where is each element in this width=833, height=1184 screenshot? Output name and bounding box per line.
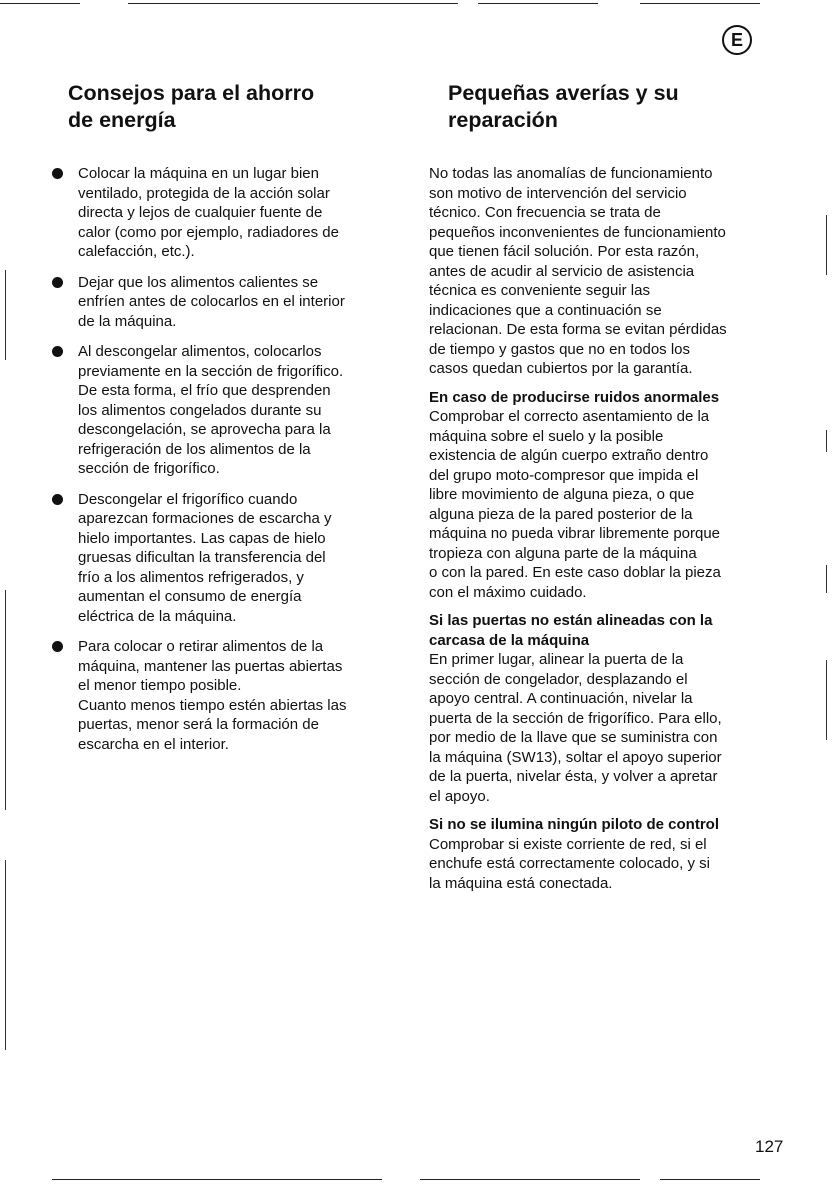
bullet-icon [52,494,63,505]
section-title: En caso de producirse ruidos anormales [429,388,720,406]
bullet-icon [52,641,63,652]
list-item [48,342,398,479]
troubleshooting-column [429,164,774,893]
right-edge-mark [826,430,827,452]
energy-saving-heading: Consejos para el ahorro de energía [68,81,315,132]
right-edge-mark [826,565,827,593]
section-body: Comprobar el correcto asentamiento de la máquina sobre el suelo y la posible existencia de algún cuerpo extraño dentro del grupo moto-compresor que impida el libre movimiento de alguna pieza, o que alguna pieza de la pared posterior de la máquina no pueda vibrar libremente porque tropieza con alguna parte de la máquina o con la pared. En este caso doblar la pieza con el máximo cuidado. [429,408,721,601]
section-doors-misaligned [429,611,774,806]
list-item [48,490,398,627]
top-scan-rule [128,3,458,4]
top-scan-rule [478,3,598,4]
intro-paragraph: No todas las anomalías de funcionamiento son motivo de intervención del servicio técnico. Con frecuencia se trata de pequeños inconvenientes de funcionamiento que tienen fácil solución. Por esta razón, antes de acudir al servicio de asistencia técnica es conveniente seguir las indicaciones que a continuación se relacionan. De esta forma se evitan pérdidas de tiempo y gastos que no en todos los casos quedan cubiertos por la garantía. [429,165,727,377]
tip-text: Dejar que los alimentos calientes se enfríen antes de colocarlos en el interior de la máquina. [78,273,345,330]
list-item [48,637,398,754]
top-scan-rule [0,3,80,4]
left-edge-mark [5,270,6,360]
bottom-scan-rule [420,1179,640,1180]
tip-text: Descongelar el frigorífico cuando aparezcan formaciones de escarcha y hielo importantes. Las capas de hielo gruesas dificultan la transferencia del frío a los alimentos refrigerados, y aumentan el consumo de energía eléctrica de la máquina. [78,490,332,625]
bottom-scan-rule [660,1179,760,1180]
top-scan-rule [640,3,760,4]
section-body: Comprobar si existe corriente de red, si el enchufe está correctamente colocado, y si la máquina está conectada. [429,835,710,892]
bullet-icon [52,277,63,288]
section-no-pilot-light [429,815,774,893]
tip-text: Para colocar o retirar alimentos de la máquina, mantener las puertas abiertas el menor tiempo posible. Cuanto menos tiempo estén abiertas las puertas, menor será la formación de escarcha en el interior. [78,638,347,753]
page-number: 127 [755,1137,784,1156]
energy-tips-list [48,164,398,765]
list-item [48,164,398,262]
section-title: Si no se ilumina ningún piloto de control [429,816,719,833]
list-item [48,273,398,332]
left-edge-mark [5,860,6,1050]
tip-text: Colocar la máquina en un lugar bien ventilado, protegida de la acción solar directa y lejos de cualquier fuente de calor (como por ejemplo, radiadores de calefacción, etc.). [78,165,339,260]
section-abnormal-noise [429,388,774,603]
language-badge-letter: E [730,30,743,50]
bullet-icon [52,346,63,357]
section-body: En primer lugar, alinear la puerta de la sección de congelador, desplazando el apoyo central. A continuación, nivelar la puerta de la sección de frigorífico. Para ello, por medio de la llave que se suministra con la máquina (SW13), soltar el apoyo superior de la puerta, nivelar ésta, y volver a apretar el apoyo. [429,651,722,805]
right-edge-mark [826,215,827,275]
section-title: Si las puertas no están alineadas con la carcasa de la máquina [429,612,713,649]
left-edge-mark [5,590,6,810]
bottom-scan-rule [52,1179,382,1180]
language-badge-icon [722,25,752,55]
bullet-icon [52,168,63,179]
right-edge-mark [826,660,827,740]
troubleshooting-heading: Pequeñas averías y su reparación [448,81,679,132]
tip-text: Al descongelar alimentos, colocarlos previamente en la sección de frigorífico. De esta forma, el frío que desprenden los alimentos congelados durante su descongelación, se aprovecha para la refrigeración de los alimentos de la sección de frigorífico. [78,343,344,477]
